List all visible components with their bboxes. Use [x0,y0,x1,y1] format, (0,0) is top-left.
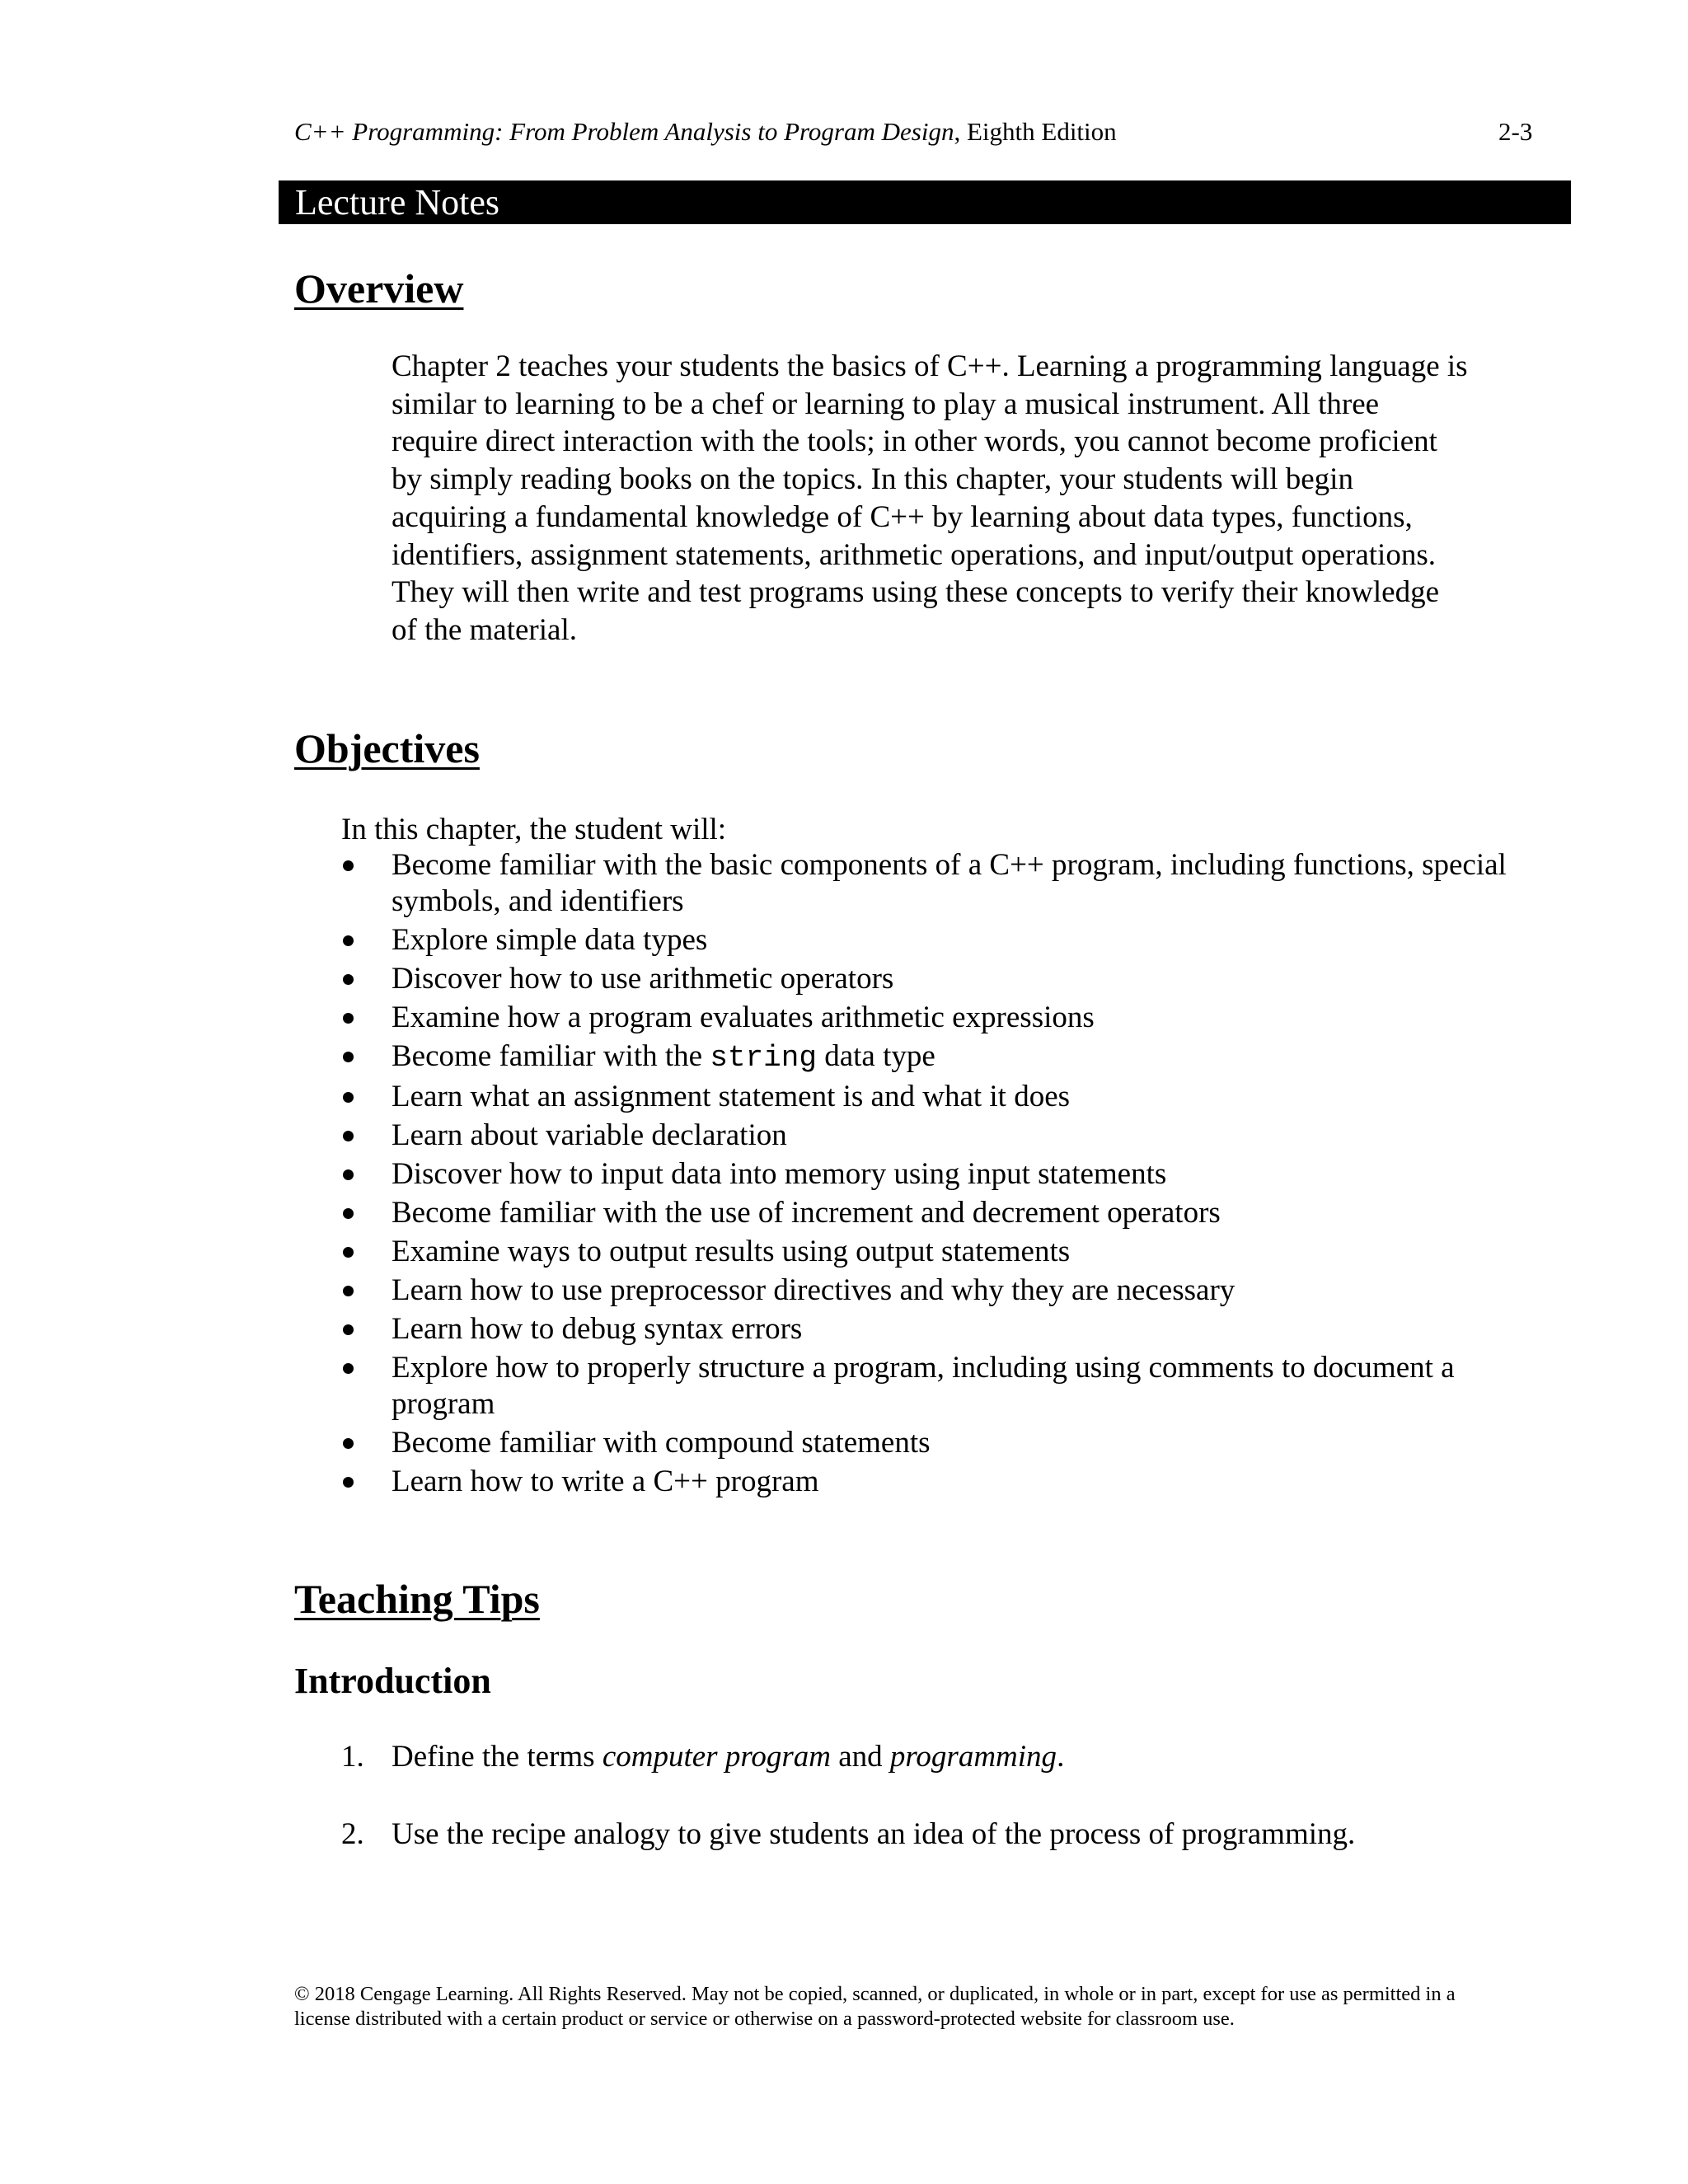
lecture-notes-banner: Lecture Notes [279,180,1571,224]
bullet-icon [343,1169,354,1180]
list-item: Explore simple data types [341,922,1561,958]
footer-line: © 2018 Cengage Learning. All Rights Reserved. May not be copied, scanned, or duplicated, in whole or in part, except for use as permitted in a [294,1983,1456,2005]
paragraph-line: identifiers, assignment statements, arithmetic operations, and input/output operations. [392,537,1436,572]
list-item: Learn what an assignment statement is and what it does [341,1079,1561,1115]
bullet-icon [343,1438,354,1449]
paragraph-line: by simply reading books on the topics. In this chapter, your students will begin [392,462,1353,497]
bullet-icon [343,974,354,985]
bullet-icon [343,1131,354,1141]
copyright-footer [294,1982,1547,2032]
list-item: Explore how to properly structure a program, including using comments to document a program [341,1350,1561,1422]
bullet-icon [343,1092,354,1103]
bullet-icon [343,1324,354,1335]
list-item: Become familiar with the use of increment and decrement operators [341,1195,1561,1231]
page-number: 2-3 [1498,117,1533,146]
code-string: string [710,1041,817,1075]
list-item: Learn how to debug syntax errors [341,1311,1561,1347]
bullet-icon [343,860,354,871]
bullet-icon [343,1208,354,1219]
numbered-item: 2. Use the recipe analogy to give students an idea of the process of programming. [341,1817,1356,1851]
paragraph-line: of the material. [392,612,577,647]
bullet-icon [343,1363,354,1374]
teaching-tips-heading: Teaching Tips [294,1576,540,1622]
objectives-heading: Objectives [294,725,480,771]
paragraph-line: require direct interaction with the tools; in other words, you cannot become proficient [392,424,1437,459]
list-item: Examine how a program evaluates arithmetic expressions [341,1000,1561,1036]
numbered-item: 1. Define the terms computer program and programming. [341,1740,1065,1774]
bullet-icon [343,1013,354,1024]
list-item: Learn how to use preprocessor directives and why they are necessary [341,1272,1561,1309]
footer-line: license distributed with a certain product or service or otherwise on a password-protected website for classroom use. [294,2008,1235,2030]
list-item: Become familiar with compound statements [341,1425,1561,1461]
paragraph-line: similar to learning to be a chef or learning to play a musical instrument. All three [392,387,1380,421]
overview-paragraph [392,348,1562,649]
list-item: Learn about variable declaration [341,1118,1561,1154]
paragraph-line: They will then write and test programs using these concepts to verify their knowledge [392,575,1440,610]
edition-text: , Eighth Edition [954,117,1117,146]
bullet-icon [343,1247,354,1258]
bullet-icon [343,1477,354,1488]
bullet-icon [343,1052,354,1062]
paragraph-line: acquiring a fundamental knowledge of C++ by learning about data types, functions, [392,499,1413,534]
list-item: Discover how to input data into memory using input statements [341,1156,1561,1193]
list-item: Become familiar with the basic components of a C++ program, including functions, special symbols, and identifiers [341,847,1561,920]
list-item: Become familiar with the string data type [341,1038,1561,1076]
overview-heading: Overview [294,265,464,312]
objectives-list [341,847,1561,1502]
list-item: Learn how to write a C++ program [341,1464,1561,1500]
bullet-icon [343,1286,354,1296]
bullet-icon [343,935,354,946]
running-header [294,115,1117,148]
list-item: Examine ways to output results using output statements [341,1234,1561,1270]
list-item: Discover how to use arithmetic operators [341,961,1561,997]
objectives-intro: In this chapter, the student will: [341,813,727,846]
introduction-subheading: Introduction [294,1661,491,1701]
book-title: C++ Programming: From Problem Analysis to Program Design [294,117,954,146]
paragraph-line: Chapter 2 teaches your students the basics of C++. Learning a programming language is [392,349,1468,383]
